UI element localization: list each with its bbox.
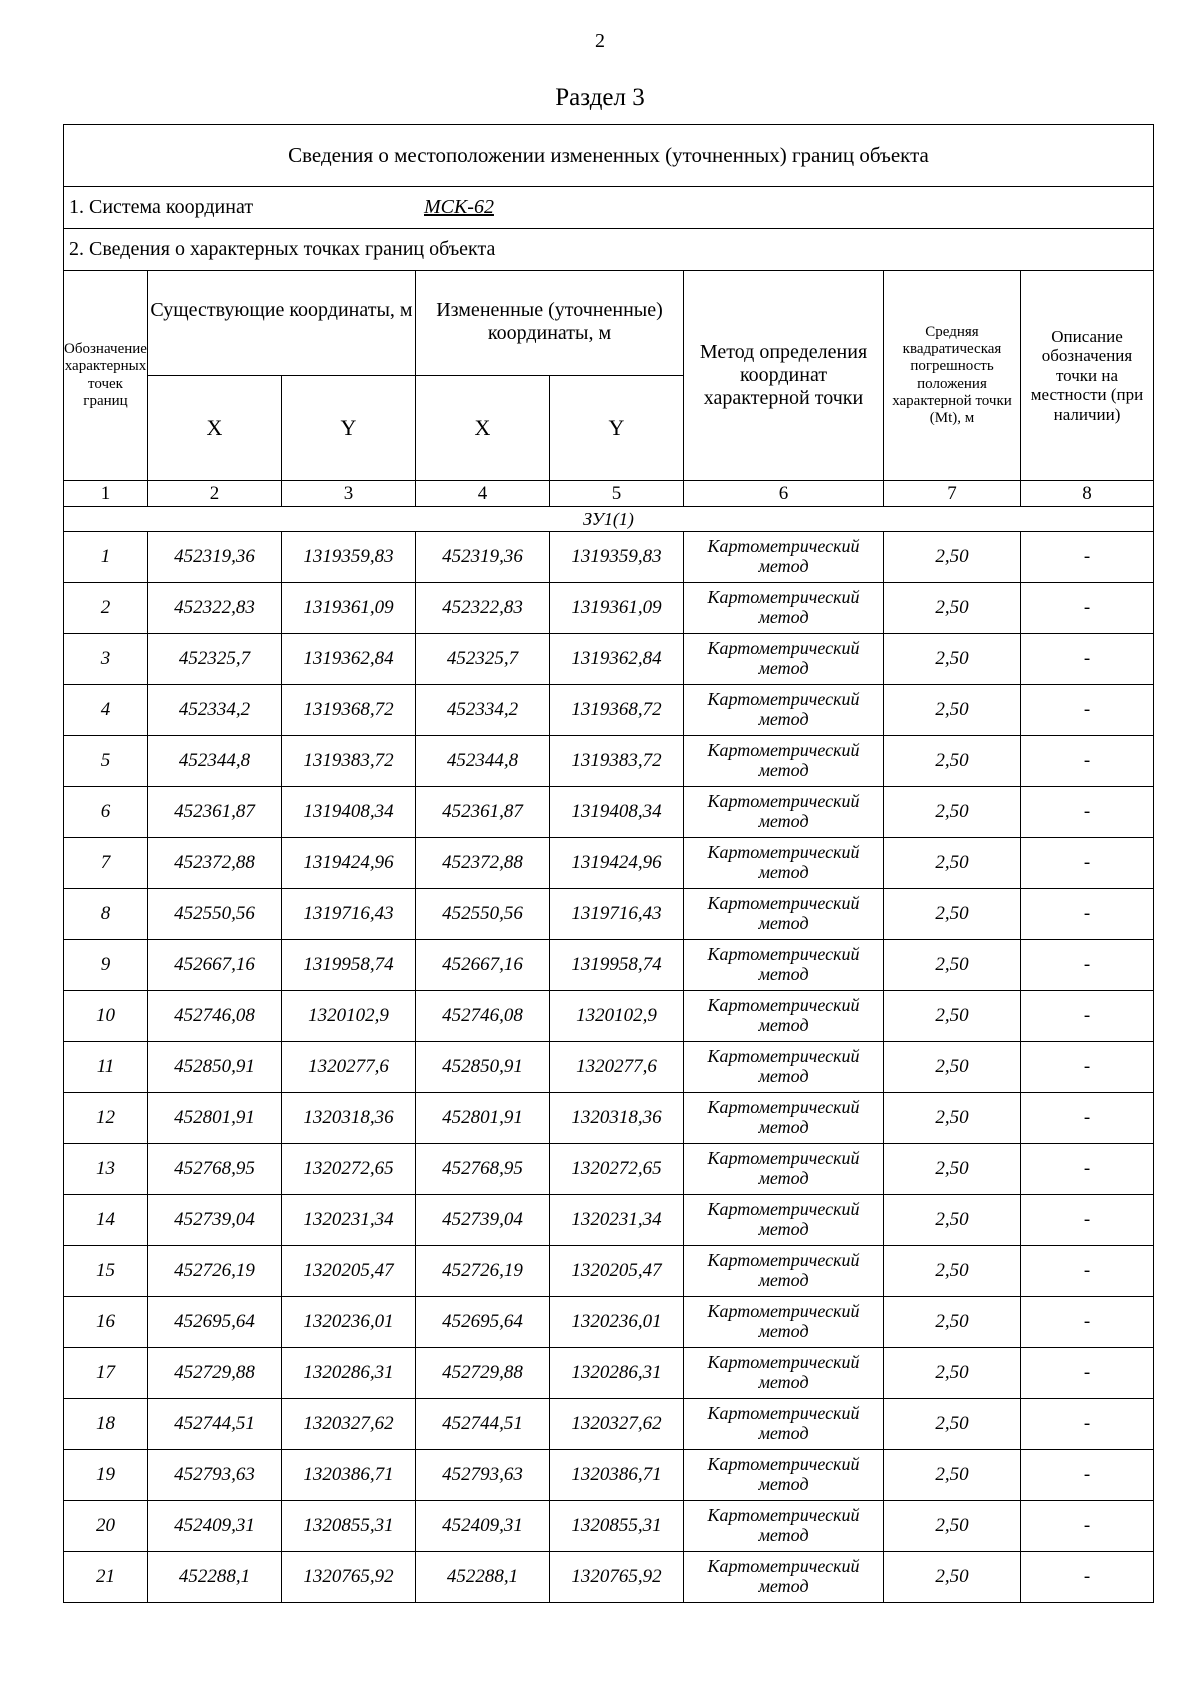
- error-value: 2,50: [884, 1348, 1021, 1399]
- method-value: Картометрический метод: [684, 685, 884, 736]
- existing-x-value: 452319,36: [148, 532, 282, 583]
- method-value: Картометрический метод: [684, 1399, 884, 1450]
- section-title: Раздел 3: [555, 84, 645, 111]
- coord-system-row: [64, 187, 1154, 229]
- existing-x-value: 452344,8: [148, 736, 282, 787]
- method-value: Картометрический метод: [684, 1450, 884, 1501]
- changed-y-value: 1320102,9: [550, 991, 684, 1042]
- table-row: [64, 991, 1154, 1042]
- points-heading: 2. Сведения о характерных точках границ объекта: [64, 229, 1154, 271]
- header-description: Описание обозначения точки на местности (при наличии): [1021, 271, 1154, 481]
- point-number: 13: [64, 1144, 148, 1195]
- table-row: [64, 1399, 1154, 1450]
- existing-x-value: 452695,64: [148, 1297, 282, 1348]
- changed-y-value: 1320231,34: [550, 1195, 684, 1246]
- header-existing-x: X: [148, 376, 282, 481]
- parcel-label: ЗУ1(1): [64, 507, 1154, 532]
- changed-x-value: 452372,88: [416, 838, 550, 889]
- error-value: 2,50: [884, 1093, 1021, 1144]
- existing-y-value: 1320386,71: [282, 1450, 416, 1501]
- existing-x-value: 452288,1: [148, 1552, 282, 1603]
- table-row: [64, 1195, 1154, 1246]
- header-changed-y: Y: [550, 376, 684, 481]
- error-value: 2,50: [884, 787, 1021, 838]
- changed-y-value: 1319383,72: [550, 736, 684, 787]
- coord-system-label: 1. Система координат: [69, 196, 254, 218]
- changed-x-value: 452361,87: [416, 787, 550, 838]
- description-value: -: [1021, 1501, 1154, 1552]
- changed-x-value: 452334,2: [416, 685, 550, 736]
- description-value: -: [1021, 787, 1154, 838]
- point-number: 8: [64, 889, 148, 940]
- column-number: 7: [884, 481, 1021, 507]
- existing-y-value: 1319408,34: [282, 787, 416, 838]
- column-number: 2: [148, 481, 282, 507]
- changed-x-value: 452768,95: [416, 1144, 550, 1195]
- error-value: 2,50: [884, 736, 1021, 787]
- error-value: 2,50: [884, 838, 1021, 889]
- table-row: [64, 1093, 1154, 1144]
- description-value: -: [1021, 583, 1154, 634]
- changed-x-value: 452319,36: [416, 532, 550, 583]
- point-number: 16: [64, 1297, 148, 1348]
- changed-x-value: 452288,1: [416, 1552, 550, 1603]
- description-value: -: [1021, 634, 1154, 685]
- existing-x-value: 452667,16: [148, 940, 282, 991]
- method-value: Картометрический метод: [684, 1093, 884, 1144]
- method-value: Картометрический метод: [684, 1042, 884, 1093]
- changed-y-value: 1319361,09: [550, 583, 684, 634]
- method-value: Картометрический метод: [684, 1297, 884, 1348]
- description-value: -: [1021, 1399, 1154, 1450]
- error-value: 2,50: [884, 685, 1021, 736]
- error-value: 2,50: [884, 1450, 1021, 1501]
- column-number: 3: [282, 481, 416, 507]
- description-value: -: [1021, 1042, 1154, 1093]
- changed-x-value: 452793,63: [416, 1450, 550, 1501]
- changed-y-value: 1319408,34: [550, 787, 684, 838]
- existing-x-value: 452746,08: [148, 991, 282, 1042]
- existing-x-value: 452739,04: [148, 1195, 282, 1246]
- error-value: 2,50: [884, 1195, 1021, 1246]
- existing-y-value: 1319359,83: [282, 532, 416, 583]
- existing-y-value: 1319424,96: [282, 838, 416, 889]
- changed-x-value: 452729,88: [416, 1348, 550, 1399]
- error-value: 2,50: [884, 940, 1021, 991]
- changed-y-value: 1320205,47: [550, 1246, 684, 1297]
- method-value: Картометрический метод: [684, 583, 884, 634]
- table-row: [64, 1552, 1154, 1603]
- error-value: 2,50: [884, 1399, 1021, 1450]
- method-value: Картометрический метод: [684, 532, 884, 583]
- existing-y-value: 1320231,34: [282, 1195, 416, 1246]
- changed-x-value: 452667,16: [416, 940, 550, 991]
- point-number: 17: [64, 1348, 148, 1399]
- changed-y-value: 1320236,01: [550, 1297, 684, 1348]
- changed-y-value: 1320318,36: [550, 1093, 684, 1144]
- existing-x-value: 452729,88: [148, 1348, 282, 1399]
- table-row: [64, 736, 1154, 787]
- changed-y-value: 1319716,43: [550, 889, 684, 940]
- existing-x-value: 452793,63: [148, 1450, 282, 1501]
- error-value: 2,50: [884, 1144, 1021, 1195]
- table-row: [64, 532, 1154, 583]
- error-value: 2,50: [884, 991, 1021, 1042]
- header-changed-x: X: [416, 376, 550, 481]
- method-value: Картометрический метод: [684, 787, 884, 838]
- changed-y-value: 1319958,74: [550, 940, 684, 991]
- point-number: 2: [64, 583, 148, 634]
- table-row: [64, 1501, 1154, 1552]
- point-number: 12: [64, 1093, 148, 1144]
- page-number: 2: [595, 30, 605, 52]
- point-number: 20: [64, 1501, 148, 1552]
- changed-x-value: 452325,7: [416, 634, 550, 685]
- changed-y-value: 1319424,96: [550, 838, 684, 889]
- existing-x-value: 452361,87: [148, 787, 282, 838]
- point-number: 18: [64, 1399, 148, 1450]
- method-value: Картометрический метод: [684, 1552, 884, 1603]
- point-number: 11: [64, 1042, 148, 1093]
- method-value: Картометрический метод: [684, 838, 884, 889]
- table-row: [64, 787, 1154, 838]
- changed-x-value: 452695,64: [416, 1297, 550, 1348]
- point-number: 15: [64, 1246, 148, 1297]
- column-numbers-row: [64, 481, 1154, 507]
- point-number: 7: [64, 838, 148, 889]
- existing-y-value: 1320855,31: [282, 1501, 416, 1552]
- coord-system-value: МСК-62: [424, 196, 494, 218]
- header-changed-coords: Измененные (уточненные) координаты, м: [416, 271, 684, 376]
- table-row: [64, 1297, 1154, 1348]
- method-value: Картометрический метод: [684, 940, 884, 991]
- description-value: -: [1021, 1246, 1154, 1297]
- existing-x-value: 452372,88: [148, 838, 282, 889]
- existing-y-value: 1320765,92: [282, 1552, 416, 1603]
- error-value: 2,50: [884, 583, 1021, 634]
- table-row: [64, 838, 1154, 889]
- column-number: 5: [550, 481, 684, 507]
- description-value: -: [1021, 1195, 1154, 1246]
- existing-x-value: 452850,91: [148, 1042, 282, 1093]
- existing-x-value: 452325,7: [148, 634, 282, 685]
- existing-x-value: 452409,31: [148, 1501, 282, 1552]
- boundary-points-table: [63, 124, 1154, 1603]
- changed-y-value: 1319368,72: [550, 685, 684, 736]
- changed-y-value: 1320765,92: [550, 1552, 684, 1603]
- table-row: [64, 685, 1154, 736]
- table-row: [64, 1348, 1154, 1399]
- error-value: 2,50: [884, 1042, 1021, 1093]
- point-number: 1: [64, 532, 148, 583]
- point-number: 21: [64, 1552, 148, 1603]
- changed-x-value: 452344,8: [416, 736, 550, 787]
- changed-y-value: 1319362,84: [550, 634, 684, 685]
- method-value: Картометрический метод: [684, 634, 884, 685]
- error-value: 2,50: [884, 1246, 1021, 1297]
- point-number: 6: [64, 787, 148, 838]
- changed-x-value: 452550,56: [416, 889, 550, 940]
- error-value: 2,50: [884, 1297, 1021, 1348]
- point-number: 19: [64, 1450, 148, 1501]
- existing-y-value: 1319716,43: [282, 889, 416, 940]
- existing-y-value: 1319383,72: [282, 736, 416, 787]
- changed-y-value: 1320855,31: [550, 1501, 684, 1552]
- existing-y-value: 1320318,36: [282, 1093, 416, 1144]
- changed-x-value: 452746,08: [416, 991, 550, 1042]
- existing-x-value: 452801,91: [148, 1093, 282, 1144]
- header-error: Средняя квадратическая погрешность положения характерной точки (Mt), м: [884, 271, 1021, 481]
- existing-x-value: 452744,51: [148, 1399, 282, 1450]
- changed-x-value: 452409,31: [416, 1501, 550, 1552]
- table-row: [64, 1246, 1154, 1297]
- changed-x-value: 452744,51: [416, 1399, 550, 1450]
- description-value: -: [1021, 838, 1154, 889]
- point-number: 10: [64, 991, 148, 1042]
- method-value: Картометрический метод: [684, 1144, 884, 1195]
- point-number: 9: [64, 940, 148, 991]
- existing-y-value: 1320102,9: [282, 991, 416, 1042]
- error-value: 2,50: [884, 1501, 1021, 1552]
- changed-x-value: 452850,91: [416, 1042, 550, 1093]
- error-value: 2,50: [884, 1552, 1021, 1603]
- existing-y-value: 1319368,72: [282, 685, 416, 736]
- changed-x-value: 452801,91: [416, 1093, 550, 1144]
- error-value: 2,50: [884, 889, 1021, 940]
- description-value: -: [1021, 685, 1154, 736]
- point-number: 14: [64, 1195, 148, 1246]
- existing-x-value: 452768,95: [148, 1144, 282, 1195]
- existing-x-value: 452550,56: [148, 889, 282, 940]
- changed-x-value: 452726,19: [416, 1246, 550, 1297]
- point-number: 5: [64, 736, 148, 787]
- description-value: -: [1021, 1144, 1154, 1195]
- column-number: 4: [416, 481, 550, 507]
- error-value: 2,50: [884, 634, 1021, 685]
- description-value: -: [1021, 940, 1154, 991]
- column-number: 1: [64, 481, 148, 507]
- existing-y-value: 1320327,62: [282, 1399, 416, 1450]
- existing-y-value: 1319361,09: [282, 583, 416, 634]
- table-row: [64, 1450, 1154, 1501]
- description-value: -: [1021, 1450, 1154, 1501]
- description-value: -: [1021, 1093, 1154, 1144]
- existing-y-value: 1320205,47: [282, 1246, 416, 1297]
- existing-x-value: 452322,83: [148, 583, 282, 634]
- existing-y-value: 1320277,6: [282, 1042, 416, 1093]
- column-number: 6: [684, 481, 884, 507]
- existing-y-value: 1319958,74: [282, 940, 416, 991]
- changed-x-value: 452739,04: [416, 1195, 550, 1246]
- method-value: Картометрический метод: [684, 889, 884, 940]
- method-value: Картометрический метод: [684, 1195, 884, 1246]
- table-title: Сведения о местоположении измененных (уточненных) границ объекта: [64, 125, 1154, 187]
- changed-y-value: 1320286,31: [550, 1348, 684, 1399]
- table-row: [64, 940, 1154, 991]
- existing-x-value: 452726,19: [148, 1246, 282, 1297]
- header-method: Метод определения координат характерной точки: [684, 271, 884, 481]
- table-row: [64, 889, 1154, 940]
- changed-y-value: 1320327,62: [550, 1399, 684, 1450]
- description-value: -: [1021, 1297, 1154, 1348]
- method-value: Картометрический метод: [684, 1246, 884, 1297]
- changed-y-value: 1320272,65: [550, 1144, 684, 1195]
- table-row: [64, 1042, 1154, 1093]
- table-row: [64, 583, 1154, 634]
- description-value: -: [1021, 889, 1154, 940]
- method-value: Картометрический метод: [684, 736, 884, 787]
- existing-y-value: 1320272,65: [282, 1144, 416, 1195]
- changed-y-value: 1320386,71: [550, 1450, 684, 1501]
- error-value: 2,50: [884, 532, 1021, 583]
- table-row: [64, 634, 1154, 685]
- point-number: 4: [64, 685, 148, 736]
- table-row: [64, 1144, 1154, 1195]
- method-value: Картометрический метод: [684, 1501, 884, 1552]
- description-value: -: [1021, 1552, 1154, 1603]
- header-existing-y: Y: [282, 376, 416, 481]
- method-value: Картометрический метод: [684, 1348, 884, 1399]
- existing-y-value: 1319362,84: [282, 634, 416, 685]
- existing-x-value: 452334,2: [148, 685, 282, 736]
- changed-x-value: 452322,83: [416, 583, 550, 634]
- header-point-label: Обозначение характерных точек границ: [64, 271, 148, 481]
- changed-y-value: 1319359,83: [550, 532, 684, 583]
- existing-y-value: 1320236,01: [282, 1297, 416, 1348]
- description-value: -: [1021, 736, 1154, 787]
- description-value: -: [1021, 1348, 1154, 1399]
- method-value: Картометрический метод: [684, 991, 884, 1042]
- description-value: -: [1021, 532, 1154, 583]
- existing-y-value: 1320286,31: [282, 1348, 416, 1399]
- header-existing-coords: Существующие координаты, м: [148, 271, 416, 376]
- column-number: 8: [1021, 481, 1154, 507]
- description-value: -: [1021, 991, 1154, 1042]
- point-number: 3: [64, 634, 148, 685]
- changed-y-value: 1320277,6: [550, 1042, 684, 1093]
